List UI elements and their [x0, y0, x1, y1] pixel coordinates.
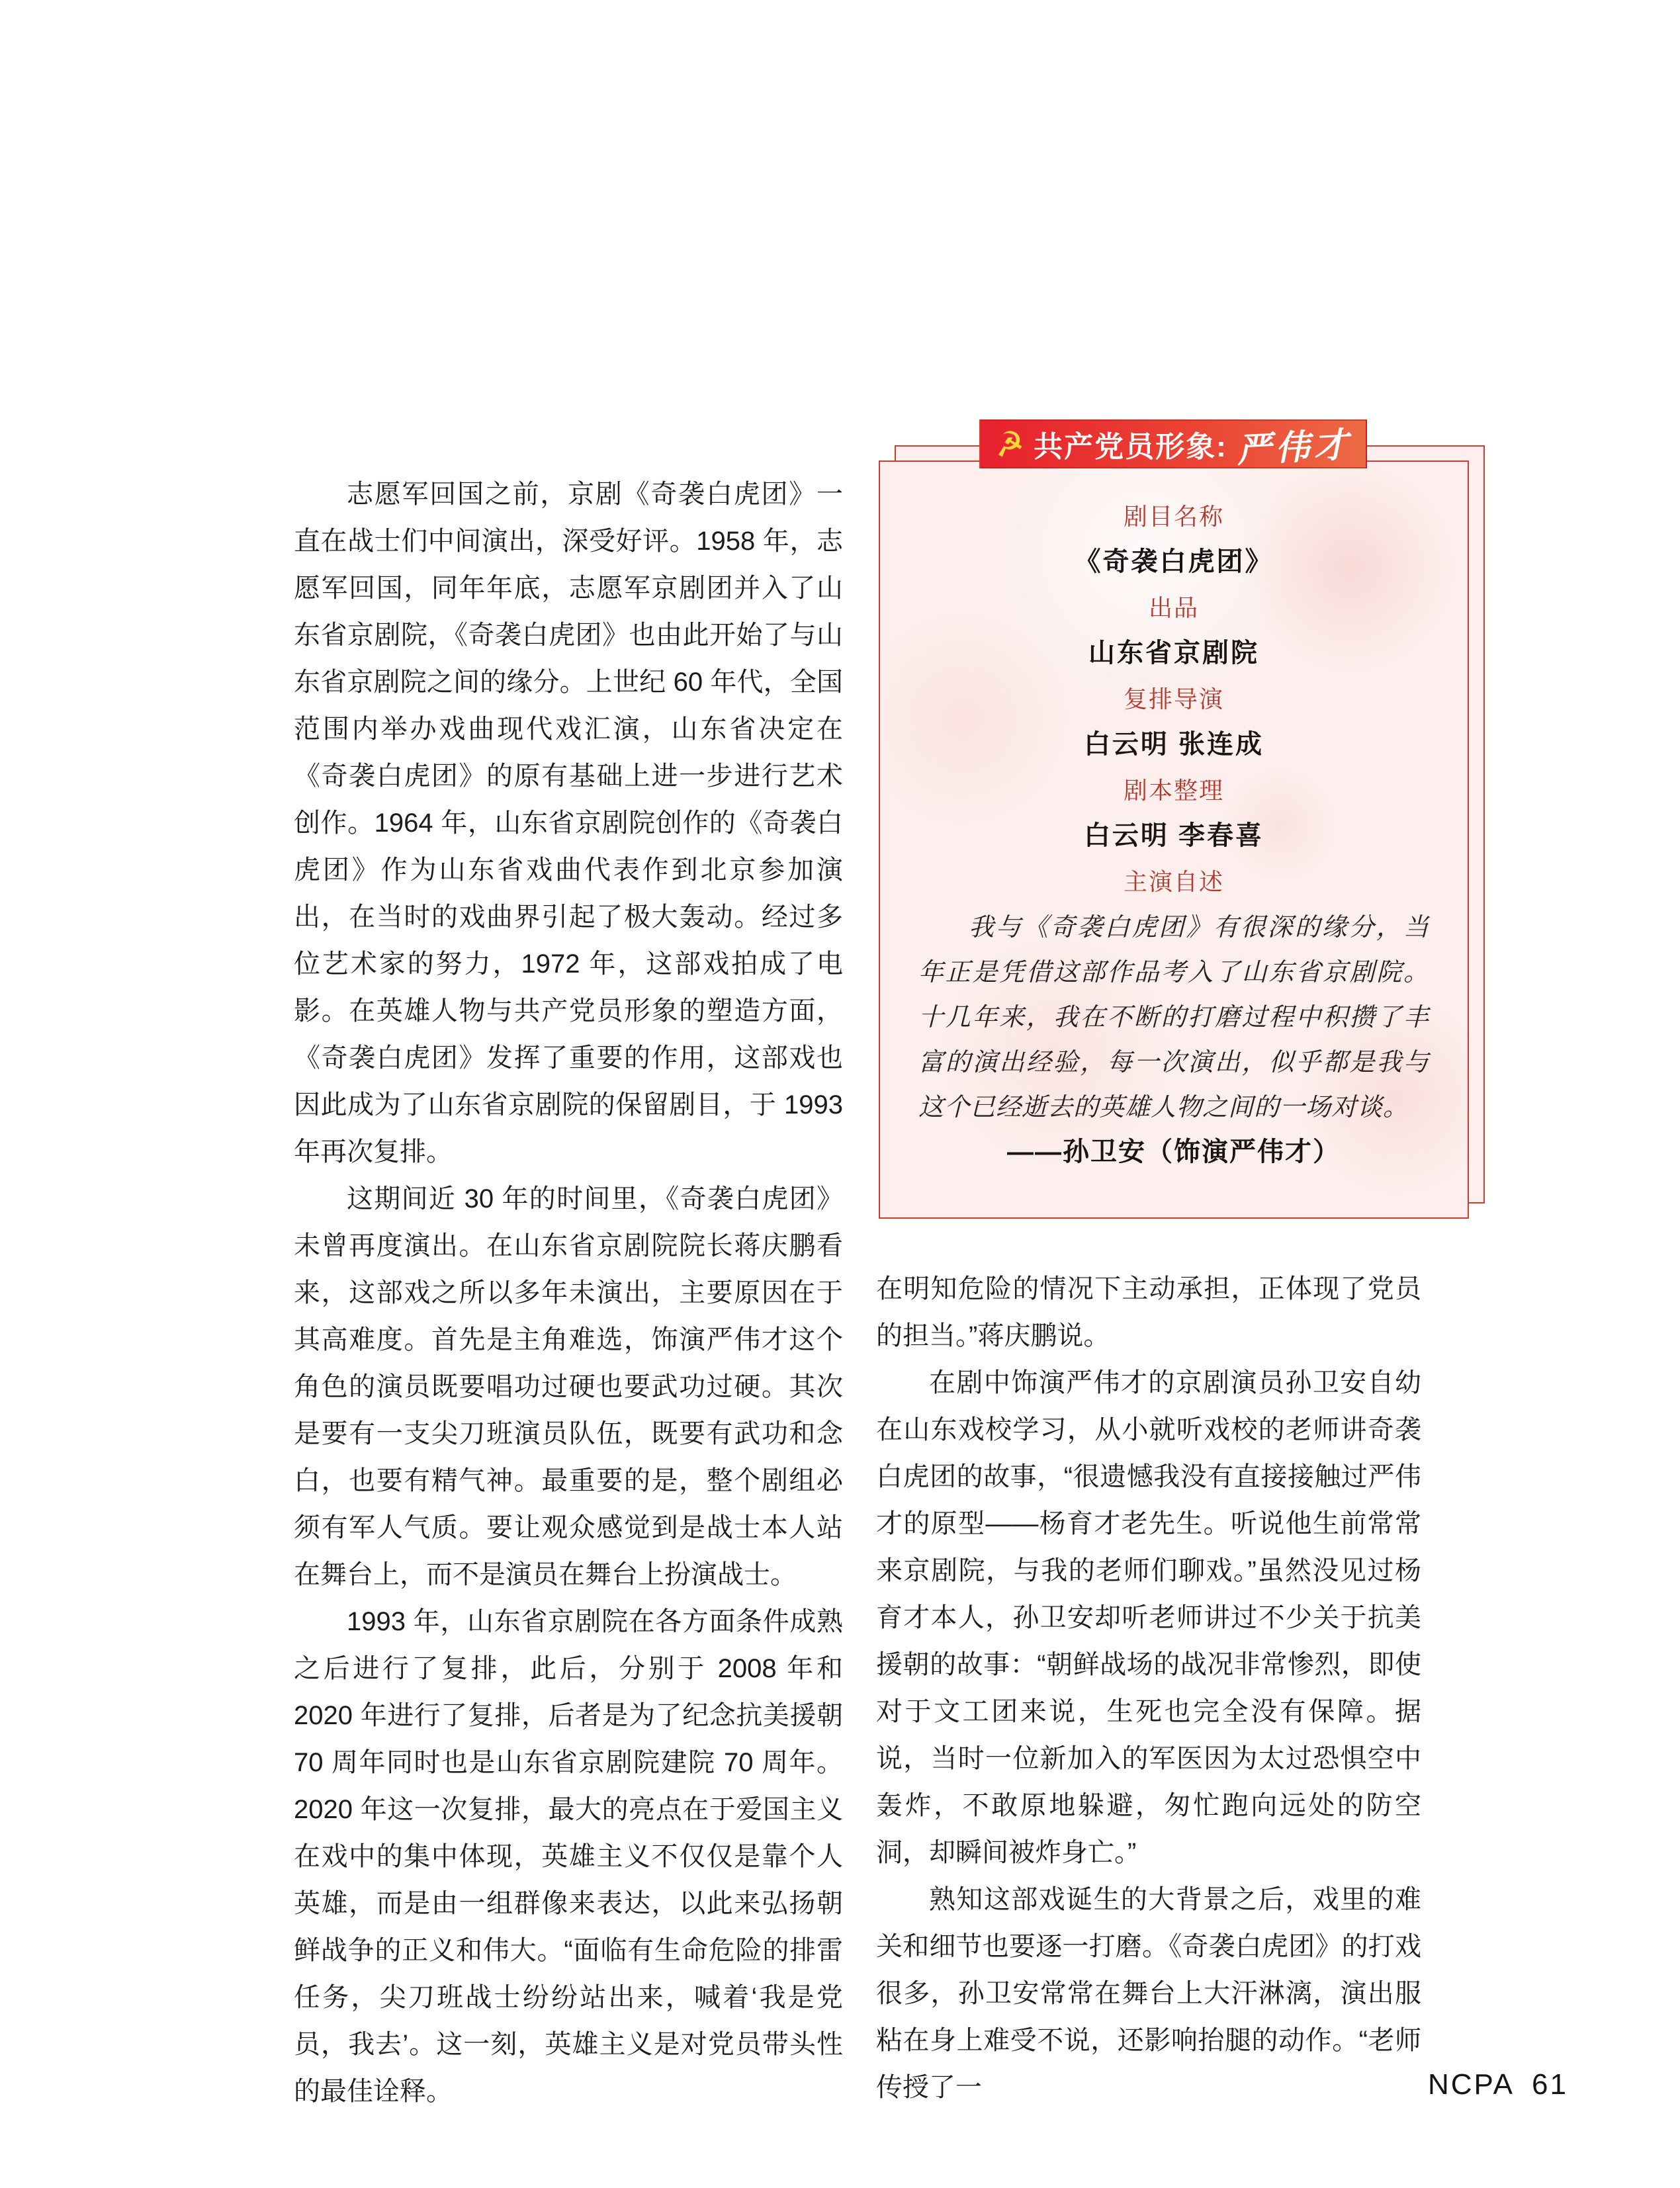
field-value-script-editors: 白云明 李春喜: [1083, 821, 1264, 850]
paragraph-left-1: 志愿军回国之前，京剧《奇袭白虎团》一直在战士们中间演出，深受好评。1958 年，志愿军回国，同年年底，志愿军京剧团并入了山东省京剧院，《奇袭白虎团》也由此开始了与山东省京剧院之间的缘分。上世纪 60 年代，全国范围内举办戏曲现代戏汇演，山东省决定在《奇袭白虎团》的原有基础上进一步进行艺术创作。1964 年，山东省京剧院创作的《奇袭白虎团》作为山东省戏曲代表作到北京参加演出，在当时的戏曲界引起了极大轰动。经过多位艺术家的努力，1972 年，这部戏拍成了电影。在英雄人物与共产党员形象的塑造方面，《奇袭白虎团》发挥了重要的作用，这部戏也因此成为了山东省京剧院的保留剧目，于 1993 年再次复排。: [294, 480, 843, 1166]
field-label-producer: 出品: [1148, 594, 1199, 621]
quote-attribution: ——孙卫安（饰演严伟才）: [1007, 1137, 1341, 1166]
field-value-show-title: 《奇袭白虎团》: [1074, 547, 1274, 576]
field-label-script-editors: 剧本整理: [1123, 777, 1224, 804]
paragraph-right-3: 熟知这部戏诞生的大背景之后，戏里的难关和细节也要逐一打磨。《奇袭白虎团》的打戏很多，孙卫安常常在舞台上大汗淋漓，演出服粘在身上难受不说，还影响抬腿的动作。“老师传授了一: [876, 1885, 1421, 2102]
footer-brand: NCPA: [1428, 2068, 1515, 2101]
info-card-body: [880, 462, 1468, 1217]
article-column-left: [294, 471, 843, 2115]
article-column-right: [876, 1266, 1421, 2111]
page-footer: [1428, 2068, 1568, 2101]
paragraph-right-2: 在剧中饰演严伟才的京剧演员孙卫安自幼在山东戏校学习，从小就听戏校的老师讲奇袭白虎团的故事，“很遗憾我没有直接接触过严伟才的原型——杨育才老先生。听说他生前常常来京剧院，与我的老师们聊戏。”虽然没见过杨育才本人，孙卫安却听老师讲过不少关于抗美援朝的故事：“朝鲜战场的战况非常惨烈，即使对于文工团来说，生死也完全没有保障。据说，当时一位新加入的军医因为太过恐惧空中轰炸，不敢原地躲避，匆忙跑向远处的防空洞，却瞬间被炸身亡。”: [876, 1368, 1421, 1867]
paragraph-left-3: 1993 年，山东省京剧院在各方面条件成熟之后进行了复排，此后，分别于 2008 年和 2020 年进行了复排，后者是为了纪念抗美援朝 70 周年同时也是山东省京剧院建院 70 周年。2020 年这一次复排，最大的亮点在于爱国主义在戏中的集中体现，英雄主义不仅仅是靠个人英雄，而是由一组群像来表达，以此来弘扬朝鲜战争的正义和伟大。“面临有生命危险的排雷任务，尖刀班战士纷纷站出来，喊着‘我是党员，我去’。这一刻，英雄主义是对党员带头性的最佳诠释。: [294, 1607, 843, 2106]
info-card: [879, 460, 1469, 1219]
lead-actor-quote: 我与《奇袭白虎团》有很深的缘分，当年正是凭借这部作品考入了山东省京剧院。十几年来，我在不断的打磨过程中积攒了丰富的演出经验，每一次演出，似乎都是我与这个已经逝去的英雄人物之间的一场对谈。: [918, 912, 1429, 1121]
paragraph-right-1: 在明知危险的情况下主动承担，正体现了党员的担当。”蒋庆鹏说。: [876, 1274, 1421, 1350]
banner-title: 共产党员形象:: [1034, 431, 1227, 463]
field-value-revival-directors: 白云明 张连成: [1083, 730, 1264, 759]
footer-page-number: 61: [1531, 2068, 1568, 2101]
field-value-producer: 山东省京剧院: [1088, 638, 1259, 668]
paragraph-left-2: 这期间近 30 年的时间里，《奇袭白虎团》未曾再度演出。在山东省京剧院院长蒋庆鹏看来，这部戏之所以多年未演出，主要原因在于其高难度。首先是主角难选，饰演严伟才这个角色的演员既要唱功过硬也要武功过硬。其次是要有一支尖刀班演员队伍，既要有武功和念白，也要有精气神。最重要的是，整个剧组必须有军人气质。要让观众感觉到是战士本人站在舞台上，而不是演员在舞台上扮演战士。: [294, 1184, 843, 1589]
field-label-revival-directors: 复排导演: [1123, 685, 1224, 713]
field-label-show-title: 剧目名称: [1123, 503, 1224, 530]
banner-role-name: 严伟才: [1235, 423, 1353, 471]
field-label-lead-actor-statement: 主演自述: [1123, 868, 1224, 895]
party-emblem-icon: ☭: [992, 423, 1027, 464]
info-card-banner: [979, 419, 1367, 471]
